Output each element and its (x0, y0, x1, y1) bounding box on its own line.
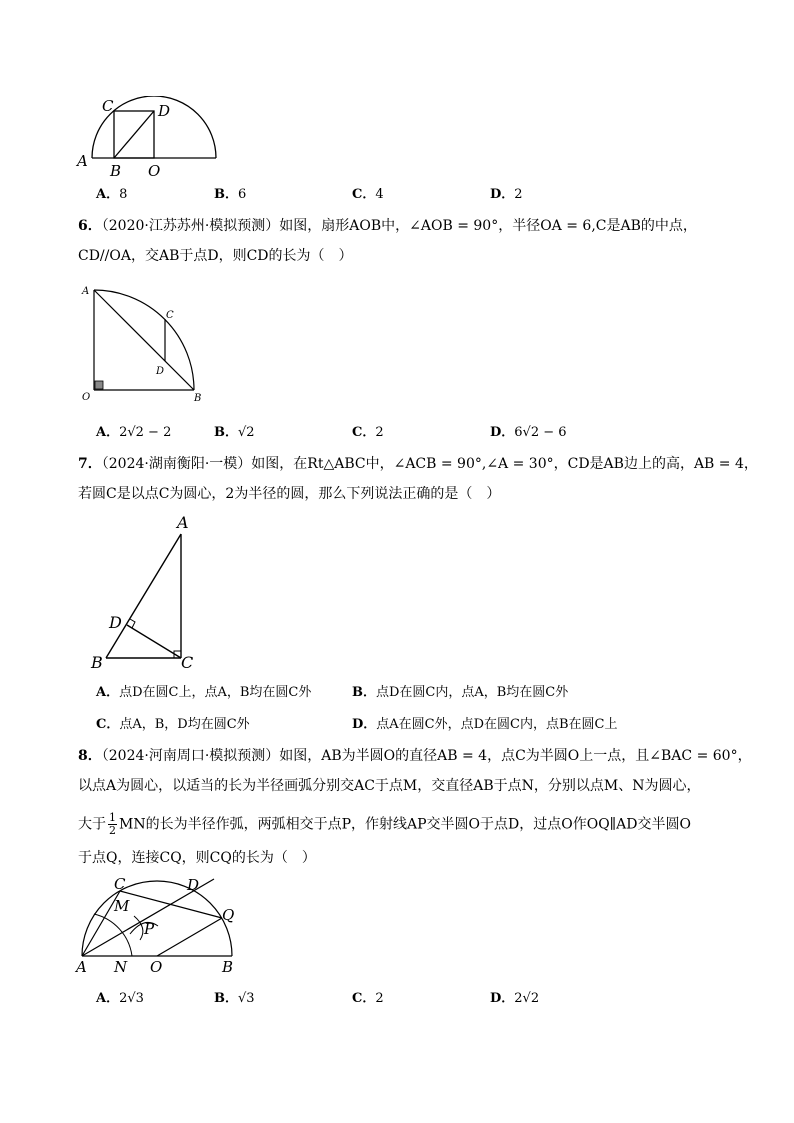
q7-text-1: 如图，在Rt△ABC中，∠ACB = 90°,∠A = 30°，CD是AB边上的高，AB = 4， (251, 456, 758, 472)
q7-altitude-CD (127, 625, 181, 658)
q6-label-C: C (166, 310, 174, 321)
q7-text-2: 若圆C是以点C为圆心，2为半径的圆，那么下列说法正确的是（ ） (78, 486, 501, 502)
q8-stem-line1 (78, 746, 752, 766)
q7-side-AB (106, 534, 181, 658)
q6-stem-line1 (78, 216, 697, 236)
q8-option-c[interactable]: C．2 (352, 991, 384, 1006)
q8-label-P: P (144, 920, 155, 938)
q8-text-2: 以点A为圆心，以适当的长为半径画弧分别交AC于点M，交直径AB于点N，分别以点M、N为圆心， (78, 778, 701, 794)
q8-figure (74, 876, 244, 978)
q7-stem-line1 (78, 454, 758, 474)
q5-option-b[interactable]: B．6 (214, 187, 247, 202)
q8-label-D: D (187, 876, 200, 894)
q6-label-O: O (82, 392, 91, 403)
q8-fraction-denominator: 2 (109, 824, 116, 837)
q6-label-D: D (156, 366, 165, 377)
q8-option-d[interactable]: D．2√2 (490, 991, 540, 1006)
q5-figure (74, 96, 234, 178)
q6-option-c[interactable]: C．2 (352, 425, 384, 440)
q6-number: 6． (78, 218, 102, 234)
q8-label-M: M (114, 897, 130, 915)
q5-label-C: C (102, 97, 114, 115)
q6-text-2: CD//OA，交AB于点D，则CD的长为（ ） (78, 248, 353, 264)
q5-label-D: D (158, 102, 171, 120)
q7-label-B: B (91, 653, 103, 672)
q7-figure (86, 510, 206, 672)
q8-text-1: 如图，AB为半圆O的直径AB = 4，点C为半圆O上一点，且∠BAC = 60°， (279, 748, 752, 764)
q8-fraction-numerator: 1 (109, 811, 116, 824)
q8-text-3a: 大于 (78, 816, 106, 833)
q8-stem-line4 (78, 848, 316, 868)
q8-label-N: N (114, 958, 128, 976)
q8-label-A: A (76, 958, 87, 976)
q7-label-C: C (181, 653, 194, 672)
q8-text-3b: MN的长为半径作弧，两弧相交于点P，作射线AP交半圆O于点D，过点O作OQ∥AD交半圆O (119, 816, 691, 833)
q5-diagonal (114, 111, 154, 158)
q6-stem-line2 (78, 246, 353, 266)
q8-stem-line2 (78, 776, 701, 796)
q8-source: （2024·河南周口·模拟预测） (101, 748, 280, 764)
q7-number: 7． (78, 456, 102, 472)
q6-label-A: A (82, 286, 90, 297)
q8-segment-OQ (157, 918, 222, 956)
q8-number: 8． (78, 748, 102, 764)
q8-text-4: 于点Q，连接CQ，则CQ的长为（ ） (78, 850, 316, 866)
q7-option-c[interactable]: C．点A，B，D均在圆C外 (96, 717, 250, 732)
q8-stem-line3 (78, 812, 691, 837)
q6-label-B: B (194, 393, 202, 404)
q6-figure (78, 282, 208, 408)
q6-text-1: 如图，扇形AOB中，∠AOB = 90°，半径OA = 6,C是AB的中点， (279, 218, 697, 234)
q7-option-a[interactable]: A．点D在圆C上，点A，B均在圆C外 (96, 685, 312, 700)
q8-label-O: O (150, 958, 163, 976)
q5-label-O: O (148, 162, 161, 178)
q8-option-a[interactable]: A．2√3 (96, 991, 144, 1006)
q7-option-b[interactable]: B．点D在圆C内，点A，B均在圆C外 (352, 685, 569, 700)
q5-option-c[interactable]: C．4 (352, 187, 384, 202)
q6-chord-AB (94, 290, 194, 390)
q5-option-d[interactable]: D．2 (490, 187, 523, 202)
q5-label-B: B (110, 162, 122, 178)
q7-label-D: D (109, 613, 122, 632)
q5-label-A: A (77, 152, 88, 170)
q6-option-b[interactable]: B．√2 (214, 425, 255, 440)
q8-option-b[interactable]: B．√3 (214, 991, 255, 1006)
q8-label-Q: Q (222, 906, 235, 924)
q6-source: （2020·江苏苏州·模拟预测） (101, 218, 280, 234)
q6-option-a[interactable]: A．2√2 − 2 (96, 425, 172, 440)
q8-label-B: B (222, 958, 234, 976)
q8-fraction (108, 812, 117, 837)
q8-label-C: C (114, 876, 126, 893)
q7-option-d[interactable]: D．点A在圆C外，点D在圆C内，点B在圆C上 (352, 717, 618, 732)
q6-right-angle (95, 381, 103, 389)
q8-construction-arc (94, 914, 132, 956)
q7-source: （2024·湖南衡阳·一模） (101, 456, 252, 472)
q8-segment-CQ (120, 891, 222, 918)
q7-label-A: A (177, 513, 189, 532)
q6-option-d[interactable]: D．6√2 − 6 (490, 425, 567, 440)
q5-option-a[interactable]: A．8 (96, 187, 128, 202)
q7-stem-line2 (78, 484, 500, 504)
